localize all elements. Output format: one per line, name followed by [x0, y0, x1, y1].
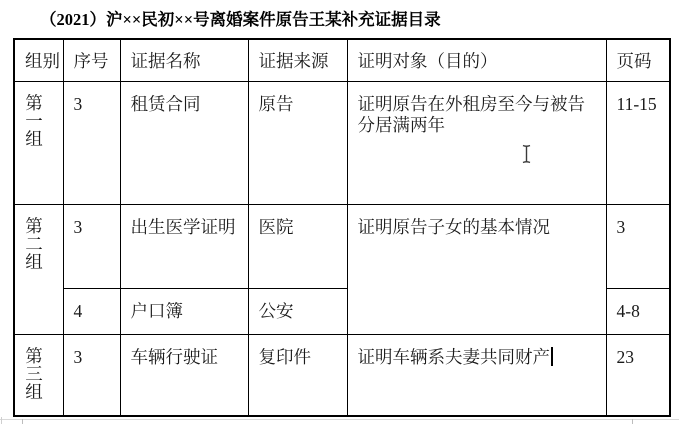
- cell-evidence-name[interactable]: 车辆行驶证: [120, 334, 248, 416]
- cell-group-2[interactable]: [14, 204, 63, 334]
- cell-evidence-name[interactable]: 户口簿: [120, 288, 248, 334]
- cell-purpose[interactable]: [347, 204, 606, 334]
- table-header-row: [14, 39, 670, 81]
- cell-seq[interactable]: 3: [63, 81, 120, 204]
- header-pages[interactable]: 页码: [606, 39, 670, 81]
- cell-evidence-source[interactable]: 复印件: [248, 334, 347, 416]
- header-evidence-source[interactable]: 证据来源: [248, 39, 347, 81]
- cell-seq[interactable]: 3: [63, 334, 120, 416]
- purpose-text: 证明原告子女的基本情况: [357, 216, 550, 237]
- table-row: [14, 81, 670, 204]
- cell-group-3[interactable]: [14, 334, 63, 416]
- purpose-text: 证明原告在外租房至今与被告分居满两年: [357, 93, 585, 135]
- cell-pages[interactable]: 11-15: [606, 81, 670, 204]
- text-caret: [551, 347, 553, 366]
- header-purpose[interactable]: 证明对象（目的）: [347, 39, 606, 81]
- group-label: 第三组: [25, 345, 43, 402]
- cell-evidence-name[interactable]: 租赁合同: [120, 81, 248, 204]
- page-edge-line: [0, 419, 679, 420]
- evidence-table: [13, 38, 671, 417]
- cell-pages[interactable]: 4-8: [606, 288, 670, 334]
- cell-evidence-source[interactable]: 医院: [248, 204, 347, 288]
- cell-pages[interactable]: 23: [606, 334, 670, 416]
- page-edge-tick-left: [22, 419, 23, 424]
- document-title[interactable]: （2021）沪××民初××号离婚案件原告王某补充证据目录: [40, 10, 441, 29]
- purpose-text: 证明车辆系夫妻共同财产: [357, 346, 550, 367]
- cell-seq[interactable]: 3: [63, 204, 120, 288]
- cell-seq[interactable]: 4: [63, 288, 120, 334]
- table-row: [14, 204, 670, 288]
- cell-group-1[interactable]: [14, 81, 63, 204]
- cell-evidence-source[interactable]: 原告: [248, 81, 347, 204]
- cell-evidence-source[interactable]: 公安: [248, 288, 347, 334]
- header-evidence-name[interactable]: 证据名称: [120, 39, 248, 81]
- group-label: 第一组: [25, 92, 43, 149]
- group-label: 第二组: [25, 215, 43, 272]
- cell-pages[interactable]: 3: [606, 204, 670, 288]
- table-row: [14, 334, 670, 416]
- text-ibeam-cursor: [520, 144, 533, 164]
- cell-purpose[interactable]: [347, 334, 606, 416]
- cell-purpose[interactable]: [347, 81, 606, 204]
- cell-evidence-name[interactable]: 出生医学证明: [120, 204, 248, 288]
- page-edge-mark-left: [1, 417, 2, 424]
- header-seq[interactable]: 序号: [63, 39, 120, 81]
- header-group[interactable]: 组别: [14, 39, 63, 81]
- page-edge-tick-right: [632, 419, 633, 424]
